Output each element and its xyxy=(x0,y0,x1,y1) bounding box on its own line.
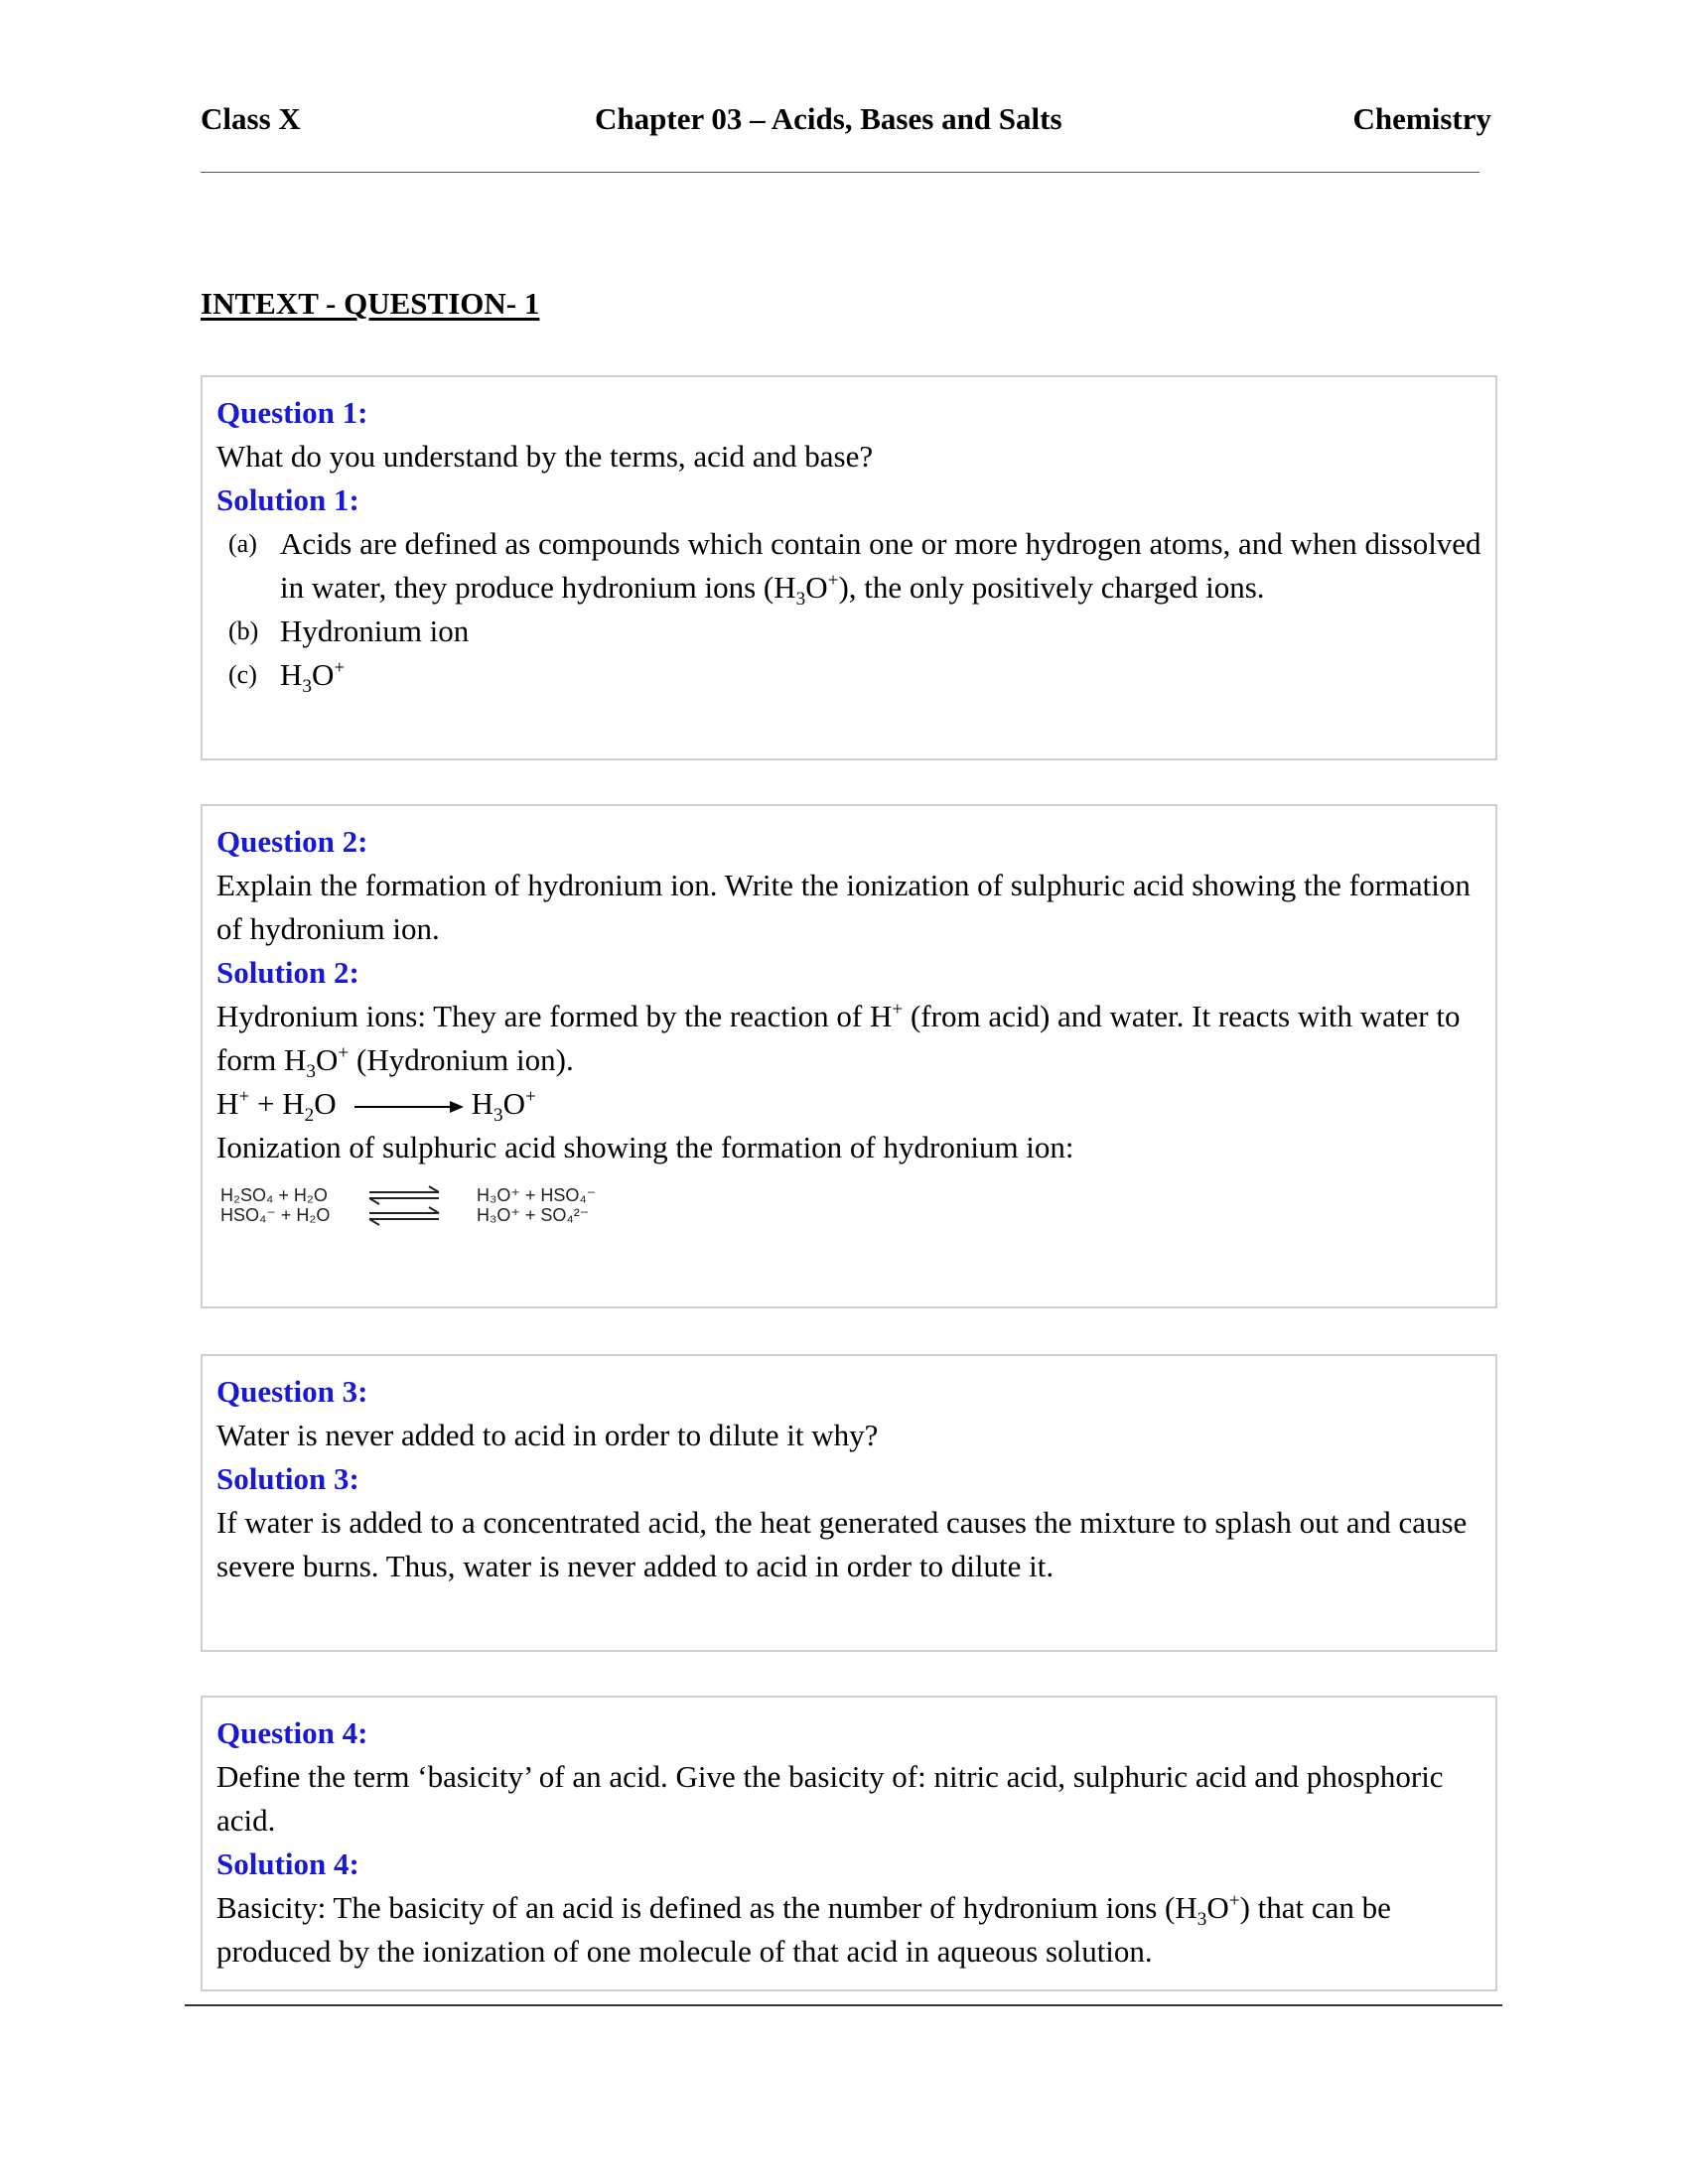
question-box-2 xyxy=(201,804,1497,1308)
list-item-text: Hydronium ion xyxy=(280,614,470,648)
right-arrow-icon xyxy=(354,1082,464,1126)
question-text: What do you understand by the terms, acid and base? xyxy=(216,439,874,474)
list-item xyxy=(216,653,1481,697)
question-label: Question 4: xyxy=(216,1715,368,1750)
question-box-4 xyxy=(201,1696,1497,1991)
solution-text: Ionization of sulphuric acid showing the formation of hydronium ion: xyxy=(216,1130,1074,1164)
list-item-text: Acids are defined as compounds which contain one or more hydrogen atoms, and when dissolved in water, they produce hydronium ions $(H_3O^+)$, the only positively charged ions. xyxy=(280,526,1481,611)
solution-label: Solution 1: xyxy=(216,482,359,517)
ionization-products: H₃O⁺ + HSO₄⁻ H₃O⁺ + SO₄²⁻ xyxy=(477,1185,597,1225)
solution-label: Solution 3: xyxy=(216,1461,359,1496)
list-marker: (c) xyxy=(228,660,257,689)
header-chapter: Chapter 03 – Acids, Bases and Salts xyxy=(595,101,1062,136)
equation-rhs: $H_3O^+$ xyxy=(471,1086,536,1127)
question-label: Question 3: xyxy=(216,1374,368,1409)
question-text: Water is never added to acid in order to dilute it why? xyxy=(216,1418,879,1452)
solution-text: Basicity: The basicity of an acid is defined as the number of hydronium ions $(H_3O^+)$ that can be produced by the ionization of one molecule of that acid in aqueous solution. xyxy=(216,1890,1391,1969)
question-box-1 xyxy=(201,375,1497,760)
equilibrium-arrows-icon xyxy=(367,1183,447,1229)
equation-lhs: $H^+ + H_2O$ xyxy=(216,1086,337,1127)
hydronium-equation xyxy=(216,1082,1481,1126)
question-label: Question 1: xyxy=(216,395,368,430)
question-label: Question 2: xyxy=(216,824,368,859)
solution-label: Solution 4: xyxy=(216,1846,359,1881)
ionization-equations xyxy=(216,1181,1481,1233)
solution-text: Hydronium ions: They are formed by the reaction of H+ (from acid) and water. It reacts with water to form $H_3O^+$ (Hydronium ion). xyxy=(216,999,1461,1083)
list-marker: (b) xyxy=(228,616,259,645)
list-item xyxy=(216,522,1481,610)
header-divider xyxy=(201,172,1479,173)
list-item xyxy=(216,610,1481,653)
footer-divider xyxy=(185,2004,1502,2006)
question-text: Define the term ‘basicity’ of an acid. Give the basicity of: nitric acid, sulphuric acid and phosphoric acid. xyxy=(216,1759,1444,1838)
header-class: Class X xyxy=(201,101,301,136)
question-box-3 xyxy=(201,1354,1497,1652)
ionization-reactants: H₂SO₄ + H₂O HSO₄⁻ + H₂O xyxy=(220,1185,331,1225)
question-text: Explain the formation of hydronium ion. Write the ionization of sulphuric acid showing the formation of hydronium ion. xyxy=(216,868,1471,946)
section-title: INTEXT - QUESTION- 1 xyxy=(201,286,540,321)
solution-label: Solution 2: xyxy=(216,955,359,990)
list-item-formula: $H_3O^+$ xyxy=(280,657,346,698)
header-subject: Chemistry xyxy=(1352,101,1491,136)
solution-text: If water is added to a concentrated acid, the heat generated causes the mixture to splash out and cause severe burns. Thus, water is never added to acid in order to dilute it. xyxy=(216,1505,1468,1583)
list-marker: (a) xyxy=(228,529,257,558)
